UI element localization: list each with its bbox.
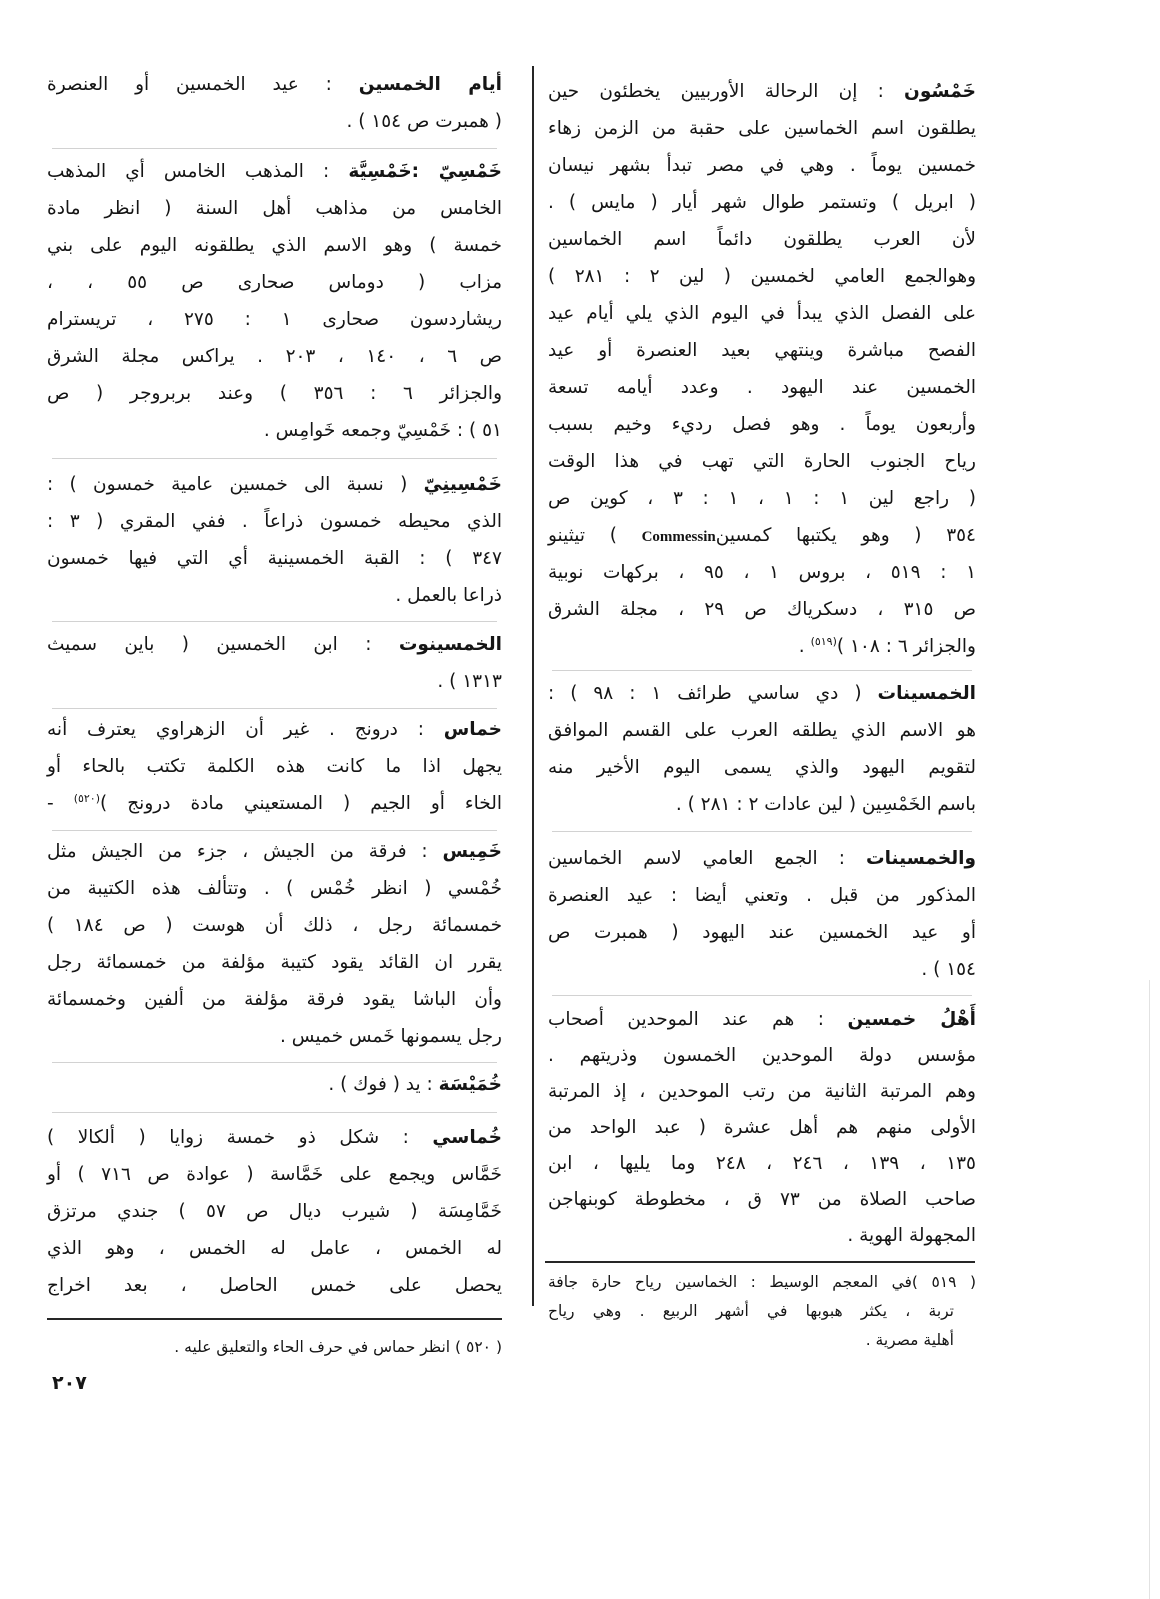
entry-line: المذكور من قبل . وتعني أيضا : عيد العنصرة (548, 885, 976, 906)
entry-line (548, 628, 976, 665)
entry-khamis (47, 833, 502, 1055)
definition-text: . (798, 636, 811, 657)
entry-line: ١٥٤ ) . (921, 959, 976, 980)
entry-line: يجهل اذا ما كانت هذه الكلمة تكتب بالحاء أو (47, 756, 502, 777)
entry-separator (52, 1062, 497, 1063)
entry-ayyam-al-khamsin (47, 66, 502, 140)
entry-line: لأن العرب يطلقون دائماً اسم الخماسين (548, 229, 976, 250)
entry-line: صاحب الصلاة من ٧٣ ق ، مخطوطة كوبنهاجن (548, 1189, 976, 1210)
entry-line: ذراعا بالعمل . (395, 585, 502, 606)
entry-line: هو الاسم الذي يطلقه العرب على القسم الموافق (548, 720, 976, 741)
definition-text: ٣٥٤ ( وهو يكتبها كمسين (715, 525, 976, 546)
column-rule (532, 66, 534, 1306)
headword: خَمْسِينِيّ (423, 474, 502, 495)
entry-line: وأن الباشا يقود فرقة مؤلفة من ألفين وخمسمائة (47, 989, 502, 1010)
entry-line (47, 466, 502, 503)
entry-khamsini (47, 466, 502, 614)
entry-line: ( همبرت ص ١٥٤ ) . (346, 111, 502, 132)
definition-text: : يد ( فوك ) . (328, 1074, 439, 1095)
footnote-rule (47, 1318, 502, 1320)
entry-line (47, 1066, 502, 1103)
entry-ahl-khamsin (548, 1002, 976, 1254)
definition-text: : المذهب الخامس أي المذهب (47, 161, 349, 182)
entry-line: الخمسين عند اليهود . وعدد أيامه تسعة (548, 377, 976, 398)
entry-line (47, 785, 502, 822)
definition-text: : هم عند الموحدين أصحاب (548, 1009, 848, 1030)
entry-line: رياح الجنوب الحارة التي تهب في هذا الوقت (548, 451, 976, 472)
entry-line: الفصح مباشرة وينتهي بعيد العنصرة أو عيد (548, 340, 976, 361)
entry-khamsinat (548, 675, 976, 823)
entry-line: على الفصل الذي يبدأ في اليوم الذي يلي أيام عيد (548, 303, 976, 324)
entry-line: الخامس من مذاهب أهل السنة ( انظر مادة (47, 198, 502, 219)
definition-text: : عيد الخمسين أو العنصرة (47, 74, 359, 95)
entry-line: يقرر ان القائد يقود كتيبة مؤلفة من خمسمائة رجل (47, 952, 502, 973)
entry-line: ٣٤٧ ) : القبة الخمسينية أي التي فيها خمسون (47, 548, 502, 569)
entry-line: ١ : ٥١٩ ، بروس ١ ، ٩٥ ، بركهات نوبية (548, 562, 976, 583)
headword: خُمَيْسَة (438, 1074, 502, 1095)
entry-line: خمسين يوماً . وهي في مصر تبدأ بشهر نيسان (548, 155, 976, 176)
footnote-rule (545, 1261, 975, 1263)
entry-line: أو عيد الخمسين عند اليهود ( همبرت ص (548, 922, 976, 943)
entry-line: ( ابريل ) وتستمر طوال شهر أيار ( مايس ) . (548, 192, 976, 213)
scan-edge-artifact (1149, 980, 1150, 1599)
definition-text: والجزائر ٦ : ١٠٨ ) (836, 636, 976, 657)
entry-line (548, 73, 976, 110)
entry-khamsun (548, 73, 976, 665)
entry-line (548, 1002, 976, 1038)
definition-text: : إن الرحالة الأوربيين يخطئون حين (548, 81, 905, 102)
entry-line: باسم الخَمْسِين ( لين عادات ٢ : ٢٨١ ) . (675, 794, 976, 815)
footnote (548, 1268, 976, 1355)
entry-line: لتقويم اليهود والذي يسمى اليوم الأخير منه (548, 757, 976, 778)
entry-line: وأربعون يوماً . وهو فصل رديء وخيم بسبب (548, 414, 976, 435)
entry-separator (552, 831, 972, 832)
entry-line: يحصل على خمس الحاصل ، بعد اخراج (47, 1275, 502, 1296)
headword: أيام الخمسين (358, 74, 502, 95)
entry-separator (52, 148, 497, 149)
entry-line: ١٣١٣ ) . (437, 671, 502, 692)
entry-line: الذي محيطه خمسون ذراعاً . ففي المقري ( ٣ : (47, 511, 502, 532)
entry-line: خُمْسي ( انظر خُمْس ) . وتتألف هذه الكتيبة من (47, 878, 502, 899)
definition-text: : درونج . غير أن الزهراوي يعترف أنه (47, 719, 444, 740)
entry-separator (52, 458, 497, 459)
definition-text: : فرقة من الجيش ، جزء من الجيش مثل (47, 841, 443, 862)
entry-line: خمسة ) وهو الاسم الذي يطلقونه اليوم على بني (47, 235, 502, 256)
entry-line: والجزائر ٦ : ٣٥٦ ) وعند بربروجر ( ص (47, 383, 503, 404)
entry-separator (52, 830, 497, 831)
entry-khamsi (47, 153, 502, 449)
entry-khumaysa (47, 1066, 502, 1103)
entry-wal-khamsinat (548, 840, 976, 988)
entry-line (548, 675, 976, 712)
entry-line: خمسمائة رجل ، ذلك أن هوست ( ص ١٨٤ ) (47, 915, 502, 936)
entry-separator (552, 670, 972, 671)
entry-line: وهم المرتبة الثانية من رتب الموحدين ، إذ المرتبة (548, 1081, 976, 1102)
latin-term: Commessin (641, 529, 716, 545)
page-number: ٢٠٧ (52, 1372, 87, 1394)
entry-separator (52, 708, 497, 709)
footnote-marker: (٥١٩) (810, 635, 837, 648)
entry-line: وهوالجمع العامي لخمسين ( لين ٢ : ٢٨١ ) (548, 266, 977, 287)
headword: خَمْسُون (904, 81, 976, 102)
headword: خُماسي (432, 1127, 502, 1148)
footnote-line: تربة ، يكثر هبوبها في أشهر الربيع . وهي رياح (548, 1302, 954, 1320)
entry-line (47, 626, 502, 663)
entry-line: يطلقون اسم الخماسين على حقبة من الزمن زهاء (548, 118, 976, 139)
definition-text: ( دي ساسي طرائف ١ : ٩٨ ) : (548, 683, 878, 704)
entry-line: ص ٦ ، ١٤٠ ، ٢٠٣ . يراكس مجلة الشرق (47, 346, 503, 367)
definition-text: الخاء أو الجيم ( المستعيني مادة درونج ) (100, 793, 502, 814)
entry-line: ص ٣١٥ ، دسكرياك ص ٢٩ ، مجلة الشرق (548, 599, 976, 620)
definition-text: : شكل ذو خمسة زوايا ( ألكالا ) (47, 1127, 433, 1148)
definition-text: - (47, 793, 74, 814)
headword: أَهْلُ خمسين (847, 1009, 976, 1030)
entry-line: الأولى منهم هم أهل عشرة ( عبد الواحد من (548, 1117, 976, 1138)
footnote-line: ( ٥١٩ )في المعجم الوسيط : الخماسين رياح حارة جافة (548, 1273, 977, 1291)
headword: خَمْسِيّ :خَمْسِيَّة (348, 161, 502, 182)
entry-line (47, 1119, 502, 1156)
entry-line (548, 840, 976, 877)
footnote-marker: (٥٢٠) (73, 792, 101, 805)
definition-text: ( نسبة الى خمسين عامية خمسون ) : (47, 474, 424, 495)
entry-line: مؤسس دولة الموحدين الخمسون وذريتهم . (548, 1045, 976, 1066)
entry-separator (52, 621, 497, 622)
headword: والخمسينات (866, 848, 976, 869)
entry-line (548, 517, 976, 554)
definition-text: : الجمع العامي لاسم الخماسين (548, 848, 866, 869)
entry-khumasi (47, 1119, 502, 1304)
definition-text: : ابن الخمسين ( باين سميث (47, 634, 399, 655)
entry-line: ريشاردسون صحارى ١ : ٢٧٥ ، تريسترام (47, 309, 502, 330)
entry-line (47, 833, 502, 870)
entry-line: رجل يسمونها خَمس خميس . (279, 1026, 502, 1047)
headword: الخمسينوت (398, 634, 502, 655)
entry-line (47, 711, 502, 748)
entry-khamsinut (47, 626, 502, 700)
footnote (47, 1333, 502, 1362)
definition-text: ) تيثينو (548, 525, 642, 546)
entry-line: خَمَّامِسَة ( شيرب ديال ص ٥٧ ) جندي مرتزق (47, 1201, 502, 1222)
entry-line: له الخمس ، عامل له الخمس ، وهو الذي (47, 1238, 502, 1259)
entry-separator (552, 995, 972, 996)
entry-line: مزاب ( دوماس صحارى ص ٥٥ ، ، (47, 272, 502, 293)
entry-line: خَمَّاس ويجمع على خَمَّاسة ( عوادة ص ٧١٦ ) أو (47, 1164, 502, 1185)
entry-line: ( راجع لين ١ : ١ ، ١ : ٣ ، كوين ص (548, 488, 976, 509)
entry-line (47, 153, 502, 190)
headword: خماس (443, 719, 502, 740)
entry-separator (52, 1112, 497, 1113)
entry-line (47, 66, 502, 103)
footnote-line: ( ٥٢٠ ) انظر حماس في حرف الحاء والتعليق عليه . (174, 1338, 502, 1356)
entry-khammas-plant (47, 711, 502, 822)
headword: الخمسينات (877, 683, 976, 704)
entry-line: المجهولة الهوية . (847, 1225, 976, 1246)
entry-line: ٥١ ) : خَمْسِيّ وجمعه خَوامِس . (263, 420, 502, 441)
headword: خَمِيس (442, 841, 502, 862)
footnote-line: أهلية مصرية . (865, 1331, 954, 1349)
entry-line: ١٣٥ ، ١٣٩ ، ٢٤٦ ، ٢٤٨ وما يليها ، ابن (548, 1153, 976, 1174)
